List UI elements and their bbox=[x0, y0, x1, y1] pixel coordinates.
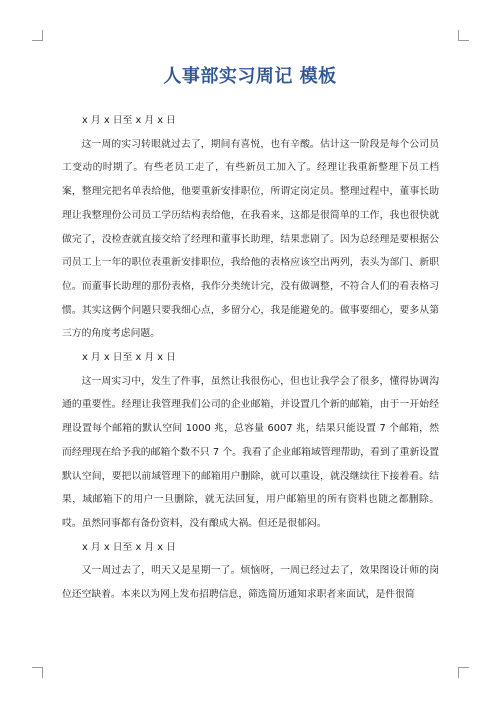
page-corner-mark-bottom-left bbox=[32, 667, 43, 678]
page-corner-mark-top-left bbox=[32, 30, 43, 41]
section-paragraph-2: 这一周实习中，发生了件事，虽然让我很伤心，但也让我学会了很多，懂得协调沟通的重要性。经理让我管理我们公司的企业邮箱，并设置几个新的邮箱，由于一开始经理设置每个邮箱的默认空间 1000 兆，总容量 6007 兆，结果只能设置 7 个邮箱，然而经理现在给予我的邮箱个数不只 7 个。我看了企业邮箱域管理帮助，看到了重新设置默认空间，要把以前域管理下的邮箱用户删除，就可以重设，就没继续往下接着看。结果，域邮箱下的用户一旦删除，就无法回复，用户邮箱里的所有资料也随之都删除。哎。虽然同事都有备份资料，没有酿成大祸。但还是很郁闷。 bbox=[62, 375, 439, 529]
section-paragraph-1: 这一周的实习转眼就过去了，期间有喜悦，也有辛酸。估计这一阶段是每个公司员工变动的时期了。有些老员工走了，有些新员工加入了。经理让我重新整理下员工档案，整理完把名单表给他，他要重新安排职位，所谓定岗定员。整理过程中，董事长助理让我整理份公司员工学历结构表给他，在我看来，这都是很简单的工作，我也很快就做完了，没检查就直接交给了经理和董事长助理，结果悲剧了。因为总经理是要根据公司员工上一年的职位表重新安排职位，我给他的表格应该空出两列，表头为部门、新职位。而董事长助理的那份表格，我作分类统计完，没有做调整，不符合人们的看表格习惯。其实这俩个问题只要我细心点，多留分心，我是能避免的。做事要细心，要多从第三方的角度考虑问题。 bbox=[62, 138, 439, 340]
section-date-1: x 月 x 日至 x 月 x 日 bbox=[82, 115, 176, 126]
document-body bbox=[62, 109, 439, 607]
section-paragraph-3: 又一周过去了，明天又是星期一了。烦恼呀，一周已经过去了，效果图设计师的岗位还空缺着。本来以为网上发布招聘信息，筛选简历通知求职者来面试，是件很简 bbox=[62, 565, 439, 601]
section-date-3: x 月 x 日至 x 月 x 日 bbox=[82, 541, 176, 553]
document-title: 人事部实习周记 模板 bbox=[163, 66, 337, 87]
page-corner-mark-top-right bbox=[458, 30, 469, 41]
section-date-2: x 月 x 日至 x 月 x 日 bbox=[82, 352, 176, 364]
page-corner-mark-bottom-right bbox=[458, 667, 469, 678]
